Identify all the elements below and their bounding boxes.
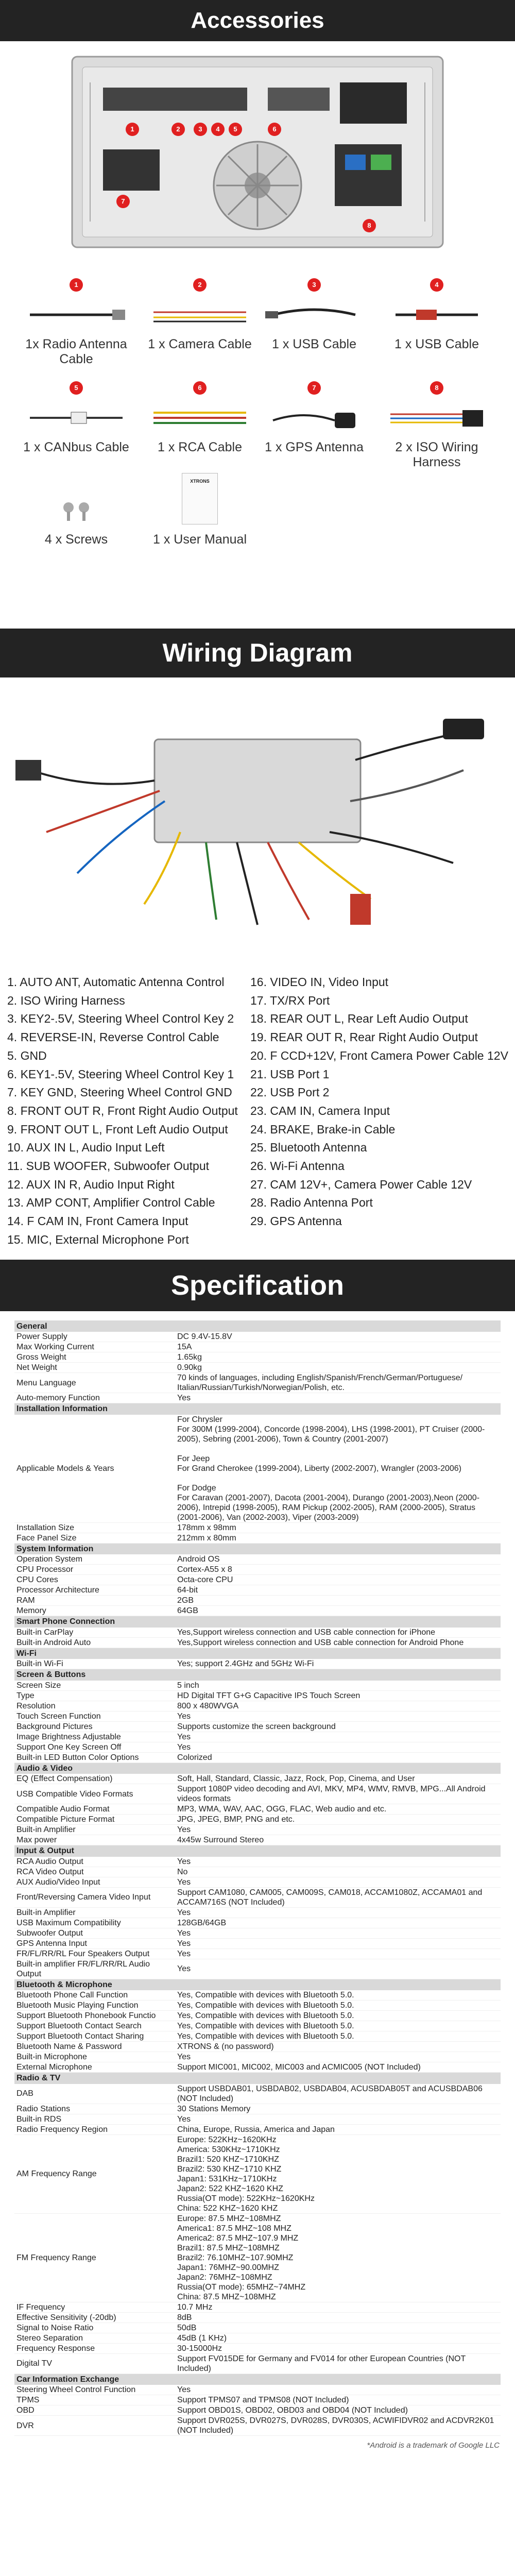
spec-value: 30 Stations Memory: [175, 2104, 501, 2114]
spec-row: [14, 1373, 501, 1393]
spec-value: 64GB: [175, 1606, 501, 1616]
spec-row: [14, 2323, 501, 2333]
spec-key: Auto-memory Function: [14, 1393, 175, 1403]
spec-key: Bluetooth Phone Call Function: [14, 1990, 175, 2001]
spec-row: [14, 2104, 501, 2114]
spec-value: Yes: [175, 1948, 501, 1959]
spec-row: [14, 1342, 501, 1352]
spec-value: Yes, Compatible with devices with Bluetooth 5.0.: [175, 2021, 501, 2031]
spec-group-header: System Information: [14, 1543, 501, 1554]
spec-value: Yes: [175, 1825, 501, 1835]
spec-value: Supports customize the screen background: [175, 1721, 501, 1732]
spec-key: Resolution: [14, 1701, 175, 1711]
spec-group-header: Wi-Fi: [14, 1648, 501, 1659]
spec-key: FM Frequency Range: [14, 2213, 175, 2302]
spec-row: [14, 1959, 501, 1979]
spec-value: Support DVR025S, DVR027S, DVR028S, DVR030S, ACWIFIDVR02 and ACDVR2K01 (NOT Included): [175, 2416, 501, 2436]
spec-row: [14, 2312, 501, 2323]
spec-key: Applicable Models & Years: [14, 1415, 175, 1523]
spec-value: Yes: [175, 2052, 501, 2062]
spec-group-header: Installation Information: [14, 1403, 501, 1415]
spec-value: Colorized: [175, 1752, 501, 1762]
spec-value: Yes: [175, 2114, 501, 2124]
spec-key: FR/FL/RR/RL Four Speakers Output: [14, 1948, 175, 1959]
spec-row: [14, 2052, 501, 2062]
spec-row: [14, 1393, 501, 1403]
spec-key: Built-in Amplifier: [14, 1907, 175, 1918]
spec-row: [14, 1825, 501, 1835]
spec-key: Subwoofer Output: [14, 1928, 175, 1938]
manual-icon: XTRONS: [138, 469, 262, 528]
wiring-legend: [0, 966, 515, 1260]
spec-row: [14, 1585, 501, 1596]
spec-row: [14, 1363, 501, 1373]
spec-row: [14, 2213, 501, 2302]
spec-value: XTRONS & (no password): [175, 2042, 501, 2052]
spec-value: MP3, WMA, WAV, AAC, OGG, FLAC, Web audio and etc.: [175, 1804, 501, 1815]
spec-key: Net Weight: [14, 1363, 175, 1373]
iso-harness-icon: [375, 400, 499, 436]
spec-group-header: Audio & Video: [14, 1762, 501, 1774]
accessory-item: 4 x Screws: [14, 487, 138, 547]
spec-value: Yes: [175, 1959, 501, 1979]
spec-row: [14, 1752, 501, 1762]
spec-key: TPMS: [14, 2395, 175, 2405]
spec-value: Yes: [175, 1711, 501, 1721]
usb-cable-icon: [375, 297, 499, 333]
spec-group-header: Screen & Buttons: [14, 1669, 501, 1681]
spec-row: [14, 1857, 501, 1867]
spec-row: [14, 2385, 501, 2395]
spec-row: [14, 2042, 501, 2052]
spec-key: Type: [14, 1690, 175, 1701]
spec-value: 50dB: [175, 2323, 501, 2333]
wiring-diagram: [0, 677, 515, 966]
accessory-item: 7 1 x GPS Antenna: [252, 381, 376, 455]
spec-value: Support FV015DE for Germany and FV014 for other European Countries (NOT Included): [175, 2353, 501, 2374]
camera-cable-icon: [138, 297, 262, 333]
spec-row: [14, 2084, 501, 2104]
spec-value: Yes,Support wireless connection and USB cable connection for iPhone: [175, 1628, 501, 1638]
spec-value: 64-bit: [175, 1585, 501, 1596]
accessory-item: 8 2 x ISO Wiring Harness: [375, 381, 499, 470]
spec-value: Yes: [175, 2385, 501, 2395]
spec-row: [14, 1522, 501, 1533]
spec-value: Support 1080P video decoding and AVI, MKV, MP4, WMV, RMVB, MPG...All Android videos formats: [175, 1784, 501, 1804]
spec-key: Signal to Noise Ratio: [14, 2323, 175, 2333]
spec-key: DVR: [14, 2416, 175, 2436]
spec-value: Support USBDAB01, USBDAB02, USBDAB04, ACUSBDAB05T and ACUSBDAB06 (NOT Included): [175, 2084, 501, 2104]
spec-value: Support OBD01S, OBD02, OBD03 and OBD04 (NOT Included): [175, 2405, 501, 2416]
spec-group-header: General: [14, 1320, 501, 1332]
accessory-item: 3 1 x USB Cable: [252, 278, 376, 352]
spec-row: [14, 1877, 501, 1887]
spec-group-header: Car Information Exchange: [14, 2374, 501, 2385]
wiring-title: Wiring Diagram: [0, 629, 515, 677]
spec-row: [14, 1948, 501, 1959]
spec-key: Compatible Audio Format: [14, 1804, 175, 1815]
spec-value: Soft, Hall, Standard, Classic, Jazz, Rock, Pop, Cinema, and User: [175, 1774, 501, 1784]
head-unit-rear-image: 1 2 3 4 5 6 7 8: [0, 41, 515, 258]
spec-row: [14, 1596, 501, 1606]
spec-value: 30-15000Hz: [175, 2343, 501, 2353]
spec-row: [14, 1565, 501, 1575]
spec-key: CPU Processor: [14, 1565, 175, 1575]
spec-row: [14, 1637, 501, 1648]
spec-row: [14, 2062, 501, 2073]
spec-key: Front/Reversing Camera Video Input: [14, 1887, 175, 1907]
spec-row: [14, 2021, 501, 2031]
spec-key: DAB: [14, 2084, 175, 2104]
spec-key: Face Panel Size: [14, 1533, 175, 1543]
spec-value: 4x45w Surround Stereo: [175, 1835, 501, 1845]
spec-key: RCA Video Output: [14, 1867, 175, 1877]
spec-key: Background Pictures: [14, 1721, 175, 1732]
spec-row: [14, 2416, 501, 2436]
spec-row: [14, 2134, 501, 2213]
spec-value: 10.7 MHz: [175, 2302, 501, 2312]
spec-value: Yes: [175, 1393, 501, 1403]
accessory-item: 1 1x Radio Antenna Cable: [14, 278, 138, 367]
spec-value: Support TPMS07 and TPMS08 (NOT Included): [175, 2395, 501, 2405]
spec-value: Yes, Compatible with devices with Bluetooth 5.0.: [175, 1990, 501, 2001]
spec-key: Built-in RDS: [14, 2114, 175, 2124]
spec-key: Support Bluetooth Contact Search: [14, 2021, 175, 2031]
spec-row: [14, 2124, 501, 2134]
spec-row: [14, 1938, 501, 1948]
spec-row: [14, 2114, 501, 2124]
accessory-item: 2 1 x Camera Cable: [138, 278, 262, 352]
spec-key: GPS Antenna Input: [14, 1938, 175, 1948]
spec-key: USB Compatible Video Formats: [14, 1784, 175, 1804]
spec-key: Radio Stations: [14, 2104, 175, 2114]
spec-key: External Microphone: [14, 2062, 175, 2073]
gps-antenna-icon: [252, 400, 376, 436]
spec-key: Processor Architecture: [14, 1585, 175, 1596]
spec-group-header: Bluetooth & Microphone: [14, 1979, 501, 1990]
spec-value: 1.65kg: [175, 1352, 501, 1363]
spec-key: Installation Size: [14, 1522, 175, 1533]
spec-value: Yes, Compatible with devices with Bluetooth 5.0.: [175, 2011, 501, 2021]
accessories-title: Accessories: [0, 0, 515, 41]
spec-key: Built-in amplifier FR/FL/RR/RL Audio Output: [14, 1959, 175, 1979]
spec-value: For Chrysler For 300M (1999-2004), Concorde (1998-2004), LHS (1998-2001), PT Cruiser (2000-2005), Sebring (2001-2006), Town & Country (2001-2007) For Jeep For Grand Cherokee (1999-2004), Liberty (2002-2007), Wrangler (2003-2006) For Dodge For Caravan (2001-2007), Dacota (2001-2004), Durango (2001-2003),Neon (2000-2006), Intrepid (1998-2005), RAM Pickup (2002-2005), RAM (2000-2005), Stratus (2001-2006), Van (2002-2003), Viper (2003-2009): [175, 1415, 501, 1523]
spec-table: [14, 1320, 501, 2436]
spec-key: Touch Screen Function: [14, 1711, 175, 1721]
spec-value: Yes, Compatible with devices with Bluetooth 5.0.: [175, 2001, 501, 2011]
spec-key: AM Frequency Range: [14, 2134, 175, 2213]
spec-row: [14, 2001, 501, 2011]
spec-row: [14, 2353, 501, 2374]
spec-row: [14, 2031, 501, 2042]
spec-row: [14, 1742, 501, 1752]
spec-row: [14, 1554, 501, 1565]
spec-value: No: [175, 1867, 501, 1877]
spec-value: 178mm x 98mm: [175, 1522, 501, 1533]
accessories-grid: [0, 258, 515, 629]
spec-key: Frequency Response: [14, 2343, 175, 2353]
spec-key: Support Bluetooth Phonebook Functio: [14, 2011, 175, 2021]
spec-row: [14, 2405, 501, 2416]
spec-value: 0.90kg: [175, 1363, 501, 1373]
spec-key: Menu Language: [14, 1373, 175, 1393]
footnote: *Android is a trademark of Google LLC: [367, 2441, 500, 2450]
spec-row: [14, 1606, 501, 1616]
spec-key: Steering Wheel Control Function: [14, 2385, 175, 2395]
spec-key: Compatible Picture Format: [14, 1815, 175, 1825]
spec-key: Digital TV: [14, 2353, 175, 2374]
spec-key: Radio Frequency Region: [14, 2124, 175, 2134]
spec-value: JPG, JPEG, BMP, PNG and etc.: [175, 1815, 501, 1825]
spec-value: Support CAM1080, CAM005, CAM009S, CAM018, ACCAM1080Z, ACCAMA01 and ACCAM716S (NOT Included): [175, 1887, 501, 1907]
spec-row: [14, 1918, 501, 1928]
spec-row: [14, 1835, 501, 1845]
spec-key: USB Maximum Compatibility: [14, 1918, 175, 1928]
spec-key: Built-in Android Auto: [14, 1637, 175, 1648]
spec-value: 45dB (1 KHz): [175, 2333, 501, 2343]
spec-value: Yes: [175, 1928, 501, 1938]
spec-key: Max Working Current: [14, 1342, 175, 1352]
spec-row: [14, 1732, 501, 1742]
spec-key: RAM: [14, 1596, 175, 1606]
spec-value: Yes,Support wireless connection and USB cable connection for Android Phone: [175, 1637, 501, 1648]
spec-key: Gross Weight: [14, 1352, 175, 1363]
spec-value: Europe: 87.5 MHZ~108MHZ America1: 87.5 MHZ~108 MHZ America2: 87.5 MHZ~107.9 MHZ Brazil1: 87.5 MHZ~108MHZ Brazil2: 76.10MHZ~107.90MHZ Japan1: 76MHZ~90.00MHZ Japan2: 76MHZ~108MHZ Russia(OT mode): 65MHZ~74MHZ China: 87.5 MHZ~108MHZ: [175, 2213, 501, 2302]
spec-key: Bluetooth Name & Password: [14, 2042, 175, 2052]
spec-key: AUX Audio/Video Input: [14, 1877, 175, 1887]
spec-value: 5 inch: [175, 1681, 501, 1691]
spec-value: Yes; support 2.4GHz and 5GHz Wi-Fi: [175, 1659, 501, 1669]
spec-title: Specification: [0, 1260, 515, 1311]
spec-value: Yes: [175, 1732, 501, 1742]
spec-key: Effective Sensitivity (-20db): [14, 2312, 175, 2323]
wiring-legend-right: 16. VIDEO IN, Video Input 17. TX/RX Port 18. REAR OUT L, Rear Left Audio Output 19. REAR OUT R, Rear Right Audio Output 20. F CCD+12V, Front Camera Power Cable 12V 21. USB Port 1 22. USB Port 2 23. CAM IN, Camera Input 24. BRAKE, Brake-in Cable 25. Bluetooth Antenna 26. Wi-Fi Antenna 27. CAM 12V+, Camera Power Cable 12V 28. Radio Antenna Port 29. GPS Antenna: [250, 975, 508, 1228]
spec-key: Stereo Separation: [14, 2333, 175, 2343]
spec-row: [14, 2343, 501, 2353]
wiring-legend-left: 1. AUTO ANT, Automatic Antenna Control 2. ISO Wiring Harness 3. KEY2-.5V, Steering Wheel Control Key 2 4. REVERSE-IN, Reverse Control Cable 5. GND 6. KEY1-.5V, Steering Wheel Control Key 1 7. KEY GND, Steering Wheel Control GND 8. FRONT OUT R, Front Right Audio Output 9. FRONT OUT L, Front Left Audio Output 10. AUX IN L, Audio Input Left 11. SUB WOOFER, Subwoofer Output 12. AUX IN R, Audio Input Right 13. AMP CONT, Amplifier Control Cable 14. F CAM IN, Front Camera Input 15. MIC, External Microphone Port: [7, 975, 238, 1246]
accessory-item: 5 1 x CANbus Cable: [14, 381, 138, 455]
spec-group-header: Input & Output: [14, 1845, 501, 1857]
spec-value: DC 9.4V-15.8V: [175, 1332, 501, 1342]
spec-row: [14, 1867, 501, 1877]
spec-key: Built-in CarPlay: [14, 1628, 175, 1638]
spec-value: Yes: [175, 1907, 501, 1918]
spec-value: Yes: [175, 1857, 501, 1867]
spec-value: Octa-core CPU: [175, 1575, 501, 1585]
spec-row: [14, 1928, 501, 1938]
spec-value: Yes: [175, 1742, 501, 1752]
spec-row: [14, 1784, 501, 1804]
spec-row: [14, 1628, 501, 1638]
spec-row: [14, 2011, 501, 2021]
spec-section: [0, 1311, 515, 2450]
spec-key: EQ (Effect Compensation): [14, 1774, 175, 1784]
spec-key: Support Bluetooth Contact Sharing: [14, 2031, 175, 2042]
spec-value: Europe: 522KHz~1620KHz America: 530KHz~1710KHz Brazil1: 520 KHZ~1710KHZ Brazil2: 530 KHZ~1710 KHZ Japan1: 531KHz~1710KHz Japan2: 522 KHZ~1620 KHZ Russia(OT mode): 522KHz~1620KHz China: 522 KHZ~1620 KHZ: [175, 2134, 501, 2213]
accessory-item: 4 1 x USB Cable: [375, 278, 499, 352]
spec-row: [14, 1690, 501, 1701]
spec-value: 15A: [175, 1342, 501, 1352]
spec-value: Yes, Compatible with devices with Bluetooth 5.0.: [175, 2031, 501, 2042]
spec-key: Built-in LED Button Color Options: [14, 1752, 175, 1762]
spec-key: Built-in Wi-Fi: [14, 1659, 175, 1669]
spec-row: [14, 1659, 501, 1669]
spec-key: Built-in Microphone: [14, 2052, 175, 2062]
spec-row: [14, 1701, 501, 1711]
spec-row: [14, 1711, 501, 1721]
spec-key: Support One Key Screen Off: [14, 1742, 175, 1752]
spec-key: Memory: [14, 1606, 175, 1616]
spec-value: Android OS: [175, 1554, 501, 1565]
spec-key: Bluetooth Music Playing Function: [14, 2001, 175, 2011]
accessory-item: 6 1 x RCA Cable: [138, 381, 262, 455]
spec-row: [14, 1352, 501, 1363]
canbus-cable-icon: [14, 400, 138, 436]
spec-group-header: Smart Phone Connection: [14, 1616, 501, 1628]
spec-row: [14, 1533, 501, 1543]
spec-key: CPU Cores: [14, 1575, 175, 1585]
spec-value: Cortex-A55 x 8: [175, 1565, 501, 1575]
spec-group-header: Radio & TV: [14, 2073, 501, 2084]
spec-row: [14, 1990, 501, 2001]
spec-key: Screen Size: [14, 1681, 175, 1691]
spec-value: 212mm x 80mm: [175, 1533, 501, 1543]
screws-icon: [14, 492, 138, 528]
spec-row: [14, 1332, 501, 1342]
spec-row: [14, 1815, 501, 1825]
spec-value: Yes: [175, 1877, 501, 1887]
spec-value: 800 x 480WVGA: [175, 1701, 501, 1711]
spec-value: 8dB: [175, 2312, 501, 2323]
rca-cable-icon: [138, 400, 262, 436]
spec-value: China, Europe, Russia, America and Japan: [175, 2124, 501, 2134]
spec-key: Power Supply: [14, 1332, 175, 1342]
spec-key: Image Brightness Adjustable: [14, 1732, 175, 1742]
spec-value: 70 kinds of languages, including English/Spanish/French/German/Portuguese/ Italian/Russian/Turkish/Norwegian/Polish, etc.: [175, 1373, 501, 1393]
spec-key: Operation System: [14, 1554, 175, 1565]
radio-antenna-cable-icon: [14, 297, 138, 333]
spec-value: 128GB/64GB: [175, 1918, 501, 1928]
spec-row: [14, 1681, 501, 1691]
spec-value: Support MIC001, MIC002, MIC003 and ACMIC005 (NOT Included): [175, 2062, 501, 2073]
spec-value: HD Digital TFT G+G Capacitive IPS Touch Screen: [175, 1690, 501, 1701]
accessory-item: XTRONS 1 x User Manual: [138, 464, 262, 547]
spec-key: OBD: [14, 2405, 175, 2416]
spec-key: Built-in Amplifier: [14, 1825, 175, 1835]
spec-row: [14, 1415, 501, 1523]
spec-key: RCA Audio Output: [14, 1857, 175, 1867]
spec-value: Yes: [175, 1938, 501, 1948]
spec-row: [14, 1907, 501, 1918]
spec-row: [14, 2302, 501, 2312]
spec-row: [14, 1774, 501, 1784]
spec-row: [14, 2395, 501, 2405]
usb-cable-icon: [252, 297, 376, 333]
spec-row: [14, 2333, 501, 2343]
spec-value: 2GB: [175, 1596, 501, 1606]
spec-row: [14, 1575, 501, 1585]
spec-key: Max power: [14, 1835, 175, 1845]
spec-key: IF Frequency: [14, 2302, 175, 2312]
spec-row: [14, 1887, 501, 1907]
spec-row: [14, 1721, 501, 1732]
spec-row: [14, 1804, 501, 1815]
